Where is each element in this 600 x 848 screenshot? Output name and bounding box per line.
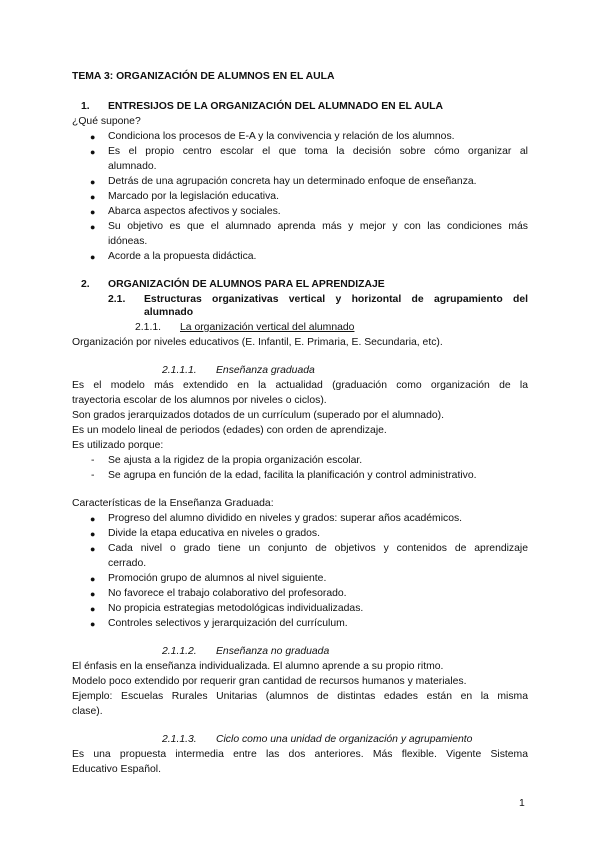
list-item: Marcado por la legislación educativa. bbox=[108, 191, 279, 202]
list-item: Abarca aspectos afectivos y sociales. bbox=[108, 206, 281, 217]
list-item: No favorece el trabajo colaborativo del profesorado. bbox=[108, 588, 347, 599]
section-2-1-1-2-heading: Enseñanza no graduada bbox=[216, 646, 330, 657]
paragraph-line: El énfasis en la enseñanza individualizada. El alumno aprende a su propio ritmo. bbox=[72, 661, 444, 672]
list-item: Divide la etapa educativa en niveles o grados. bbox=[108, 528, 320, 539]
list-item: Progreso del alumno dividido en niveles y grados: superar años académicos. bbox=[108, 513, 463, 524]
dash-icon: - bbox=[91, 455, 95, 466]
paragraph-line: Son grados jerarquizados dotados de un currículum (superado por el alumnado). bbox=[72, 410, 444, 421]
bullet-icon: ● bbox=[90, 147, 96, 157]
bullet-icon: ● bbox=[90, 222, 96, 232]
bullet-icon: ● bbox=[90, 574, 96, 584]
list-item-continuation: cerrado. bbox=[108, 558, 147, 569]
section-2-1-1-3-number: 2.1.1.3. bbox=[162, 734, 197, 745]
section-2-heading: ORGANIZACIÓN DE ALUMNOS PARA EL APRENDIZAJE bbox=[108, 279, 385, 290]
bullet-icon: ● bbox=[90, 207, 96, 217]
page-number: 1 bbox=[519, 798, 525, 809]
section-2-1-1-2-number: 2.1.1.2. bbox=[162, 646, 197, 657]
section-2-1-1-1-heading: Enseñanza graduada bbox=[216, 365, 315, 376]
paragraph-line: Ejemplo: Escuelas Rurales Unitarias (alumnos de distintas edades están en la misma bbox=[72, 691, 528, 702]
list-item: No propicia estrategias metodológicas individualizadas. bbox=[108, 603, 364, 614]
section-1-question: ¿Qué supone? bbox=[72, 116, 141, 127]
features-title: Características de la Enseñanza Graduada: bbox=[72, 498, 274, 509]
list-item-continuation: idóneas. bbox=[108, 236, 148, 247]
bullet-icon: ● bbox=[90, 177, 96, 187]
dash-list-item: Se agrupa en función de la edad, facilita la planificación y control administrativo. bbox=[108, 470, 477, 481]
dash-list-item: Se ajusta a la rigidez de la propia organización escolar. bbox=[108, 455, 363, 466]
section-2-1-1-1-number: 2.1.1.1. bbox=[162, 365, 197, 376]
paragraph-line: trayectoria escolar de los alumnos por niveles o ciclos). bbox=[72, 395, 327, 406]
section-1-heading: ENTRESIJOS DE LA ORGANIZACIÓN DEL ALUMNADO EN EL AULA bbox=[108, 101, 444, 112]
section-2-1-1-text: Organización por niveles educativos (E. Infantil, E. Primaria, E. Secundaria, etc). bbox=[72, 337, 443, 348]
paragraph-line: Es el modelo más extendido en la actualidad (graduación como organización de la bbox=[72, 380, 528, 391]
section-2-1-heading: Estructuras organizativas vertical y horizontal de agrupamiento del bbox=[144, 294, 528, 305]
bullet-icon: ● bbox=[90, 544, 96, 554]
list-item: Cada nivel o grado tiene un conjunto de objetivos y contenidos de aprendizaje bbox=[108, 543, 528, 554]
bullet-icon: ● bbox=[90, 192, 96, 202]
section-2-number: 2. bbox=[81, 279, 90, 290]
paragraph-line: Modelo poco extendido por requerir gran cantidad de recursos humanos y materiales. bbox=[72, 676, 467, 687]
list-item: Detrás de una agrupación concreta hay un determinado enfoque de enseñanza. bbox=[108, 176, 477, 187]
list-item: Condiciona los procesos de E-A y la convivencia y relación de los alumnos. bbox=[108, 131, 455, 142]
paragraph-line: Es un modelo lineal de periodos (edades) con orden de aprendizaje. bbox=[72, 425, 387, 436]
bullet-icon: ● bbox=[90, 132, 96, 142]
paragraph-line: Es una propuesta intermedia entre las dos anteriores. Más flexible. Vigente Sistema bbox=[72, 749, 528, 760]
list-item: Acorde a la propuesta didáctica. bbox=[108, 251, 257, 262]
bullet-icon: ● bbox=[90, 252, 96, 262]
document-title: TEMA 3: ORGANIZACIÓN DE ALUMNOS EN EL AULA bbox=[72, 71, 335, 82]
bullet-icon: ● bbox=[90, 604, 96, 614]
list-item-continuation: alumnado. bbox=[108, 161, 157, 172]
paragraph-line: Educativo Español. bbox=[72, 764, 161, 775]
bullet-icon: ● bbox=[90, 514, 96, 524]
section-2-1-number: 2.1. bbox=[108, 294, 126, 305]
list-item: Controles selectivos y jerarquización del currículum. bbox=[108, 618, 348, 629]
section-2-1-1-number: 2.1.1. bbox=[135, 322, 161, 333]
bullet-icon: ● bbox=[90, 529, 96, 539]
list-item: Promoción grupo de alumnos al nivel siguiente. bbox=[108, 573, 327, 584]
bullet-icon: ● bbox=[90, 589, 96, 599]
section-1-number: 1. bbox=[81, 101, 90, 112]
dash-icon: - bbox=[91, 470, 95, 481]
section-2-1-1-3-heading: Ciclo como una unidad de organización y agrupamiento bbox=[216, 734, 473, 745]
list-item: Es el propio centro escolar el que toma la decisión sobre cómo organizar al bbox=[108, 146, 528, 157]
section-2-1-heading-continuation: alumnado bbox=[144, 307, 194, 318]
bullet-icon: ● bbox=[90, 619, 96, 629]
list-item: Su objetivo es que el alumnado aprenda más y mejor y con las condiciones más bbox=[108, 221, 528, 232]
paragraph-line: clase). bbox=[72, 706, 103, 717]
section-2-1-1-heading: La organización vertical del alumnado bbox=[180, 322, 355, 333]
paragraph-line: Es utilizado porque: bbox=[72, 440, 164, 451]
